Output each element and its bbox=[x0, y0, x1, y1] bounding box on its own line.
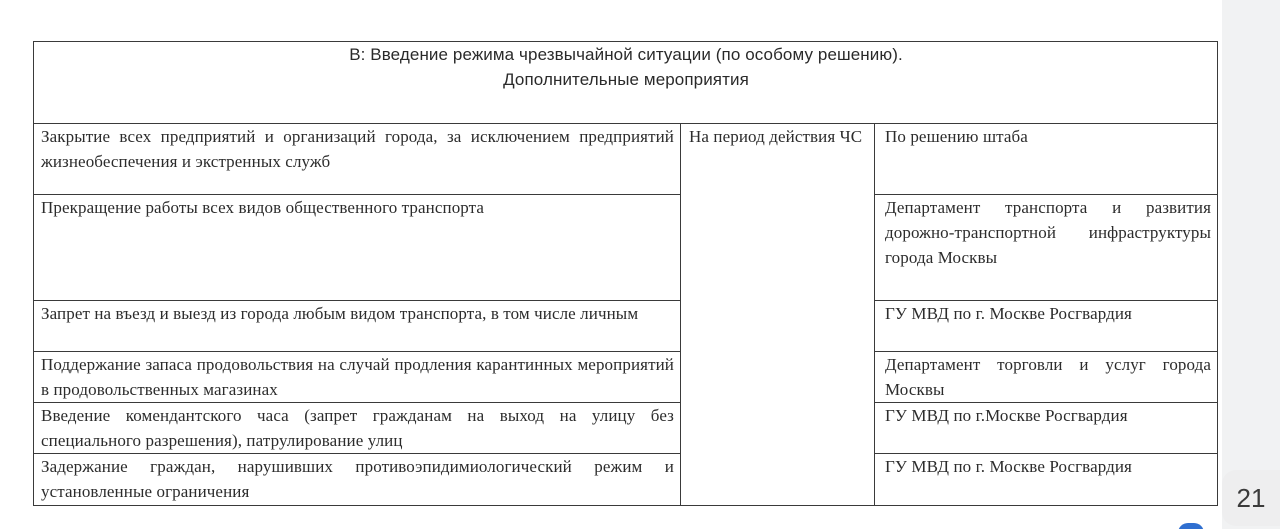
measure-cell: Поддержание запаса продовольствия на случай продления карантинных мероприятий в продовольственных магазинах bbox=[34, 352, 681, 403]
table-title-row bbox=[34, 42, 1218, 124]
responsible-cell: ГУ МВД по г.Москве Росгвардия bbox=[875, 403, 1218, 454]
table-row bbox=[34, 124, 1218, 195]
period-cell: На период действия ЧС bbox=[681, 124, 875, 506]
table-row bbox=[34, 301, 1218, 352]
responsible-cell: По решению штаба bbox=[875, 124, 1218, 195]
responsible-cell: Департамент транспорта и развития дорожно-транспортной инфраструктуры города Москвы bbox=[875, 195, 1218, 301]
responsible-cell: Департамент торговли и услуг города Москвы bbox=[875, 352, 1218, 403]
measure-cell: Задержание граждан, нарушивших противоэпидимиологический режим и установленные ограничения bbox=[34, 454, 681, 506]
measure-cell: Закрытие всех предприятий и организаций города, за исключением предприятий жизнеобеспечения и экстренных служб bbox=[34, 124, 681, 195]
table-title-line-1: В: Введение режима чрезвычайной ситуации (по особому решению). bbox=[349, 45, 903, 64]
responsible-cell: ГУ МВД по г. Москве Росгвардия bbox=[875, 301, 1218, 352]
measures-table bbox=[33, 41, 1218, 506]
responsible-cell: ГУ МВД по г. Москве Росгвардия bbox=[875, 454, 1218, 506]
table-row bbox=[34, 454, 1218, 506]
page-number-badge: 21 bbox=[1222, 470, 1280, 526]
measure-cell: Введение комендантского часа (запрет гражданам на выход на улицу без специального разрешения), патрулирование улиц bbox=[34, 403, 681, 454]
table-title-line-2: Дополнительные мероприятия bbox=[503, 70, 749, 89]
measure-cell: Запрет на въезд и выезд из города любым видом транспорта, в том числе личным bbox=[34, 301, 681, 352]
table-row bbox=[34, 352, 1218, 403]
table-title bbox=[34, 42, 1218, 124]
viewer-side-panel bbox=[1222, 0, 1280, 529]
measure-cell: Прекращение работы всех видов общественного транспорта bbox=[34, 195, 681, 301]
table-row bbox=[34, 195, 1218, 301]
table-row bbox=[34, 403, 1218, 454]
